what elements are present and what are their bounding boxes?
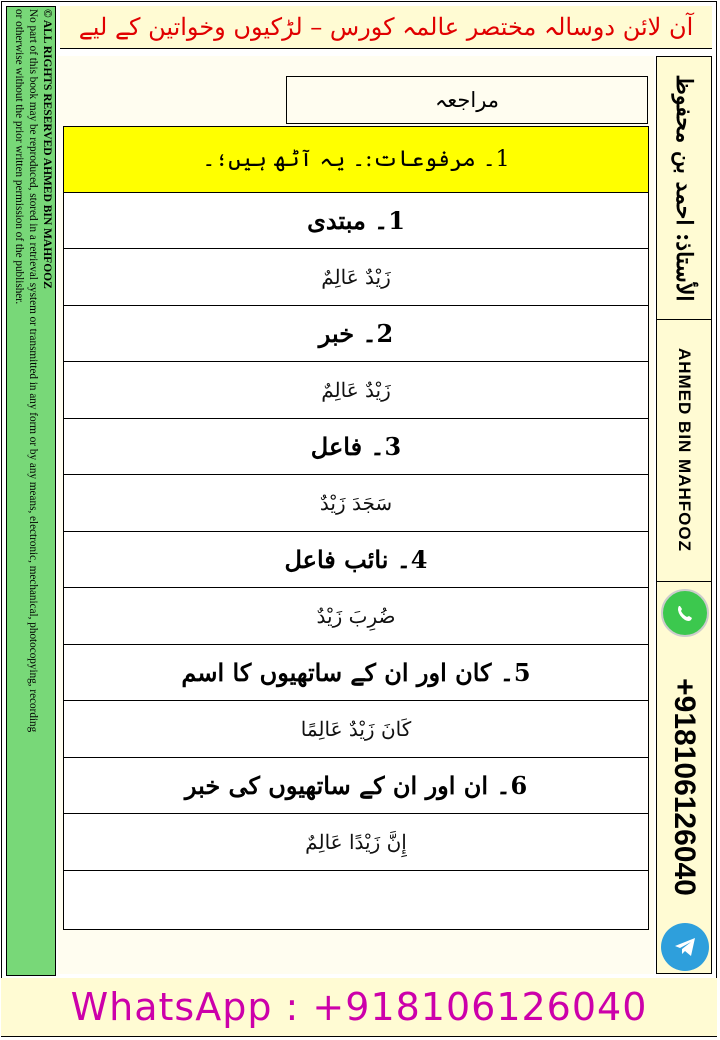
teacher-name: الأستاذ: احمد بن محفوظ bbox=[671, 74, 697, 302]
section-heading: مراجعہ bbox=[286, 76, 648, 124]
copyright-notice-1: No part of this book may be reproduced, stored in a retrieval system or transmitted in any form or by any means, electronic, mechanical, photocopying, recording bbox=[27, 9, 39, 733]
table-row-term: 4۔ نائب فاعل bbox=[64, 532, 648, 588]
footer-banner bbox=[1, 978, 717, 1036]
course-title: آن لائن دوسالہ مختصر عالمہ کورس – لڑکیوں وخواتین کے لیے bbox=[78, 13, 694, 41]
top-banner bbox=[60, 6, 712, 49]
telegram-icon[interactable] bbox=[661, 923, 709, 971]
whatsapp-icon[interactable] bbox=[661, 589, 709, 637]
contact-strip bbox=[656, 56, 712, 974]
table-row-example: زَيْدٌ عَالِمٌ bbox=[64, 249, 648, 306]
main-content bbox=[58, 56, 654, 974]
teacher-panel bbox=[657, 57, 711, 320]
phone-number[interactable]: +918106126040 bbox=[668, 678, 701, 896]
table-row-example: كَانَ زَيْدٌ عَالِمًا bbox=[64, 701, 648, 758]
footer-whatsapp[interactable]: WhatsApp : +918106126040 bbox=[70, 985, 648, 1029]
table-row-term: 3۔ فاعل bbox=[64, 419, 648, 475]
table-row-term: 6۔ ان اور ان کے ساتھیوں کی خبر bbox=[64, 758, 648, 814]
table-row-empty bbox=[64, 871, 648, 929]
phone-panel bbox=[657, 645, 711, 929]
author-name: AHMED BIN MAHFOOZ bbox=[675, 348, 694, 552]
copyright-notice-2: or otherwise without the prior written permission of the publisher. bbox=[13, 9, 25, 305]
table-header: 1۔ مرفوعات:۔ یہ آٹھ ہیں؛۔ bbox=[64, 127, 648, 193]
table-row-term: 2۔ خبر bbox=[64, 306, 648, 362]
table-row-example: سَجَدَ زَيْدٌ bbox=[64, 475, 648, 532]
table-row-term: 5۔ کان اور ان کے ساتھیوں کا اسم bbox=[64, 645, 648, 701]
table-row-term: 1۔ مبتدی bbox=[64, 193, 648, 249]
table-row-example: إِنَّ زَيْدًا عَالِمٌ bbox=[64, 814, 648, 871]
author-panel bbox=[657, 319, 711, 582]
table-row-example: ضُرِبَ زَيْدٌ bbox=[64, 588, 648, 645]
copyright-line: © ALL RIGHTS RESERVED AHMED BIN MAHFOOZ bbox=[41, 9, 53, 289]
table-row-example: زَيْدٌ عَالِمٌ bbox=[64, 362, 648, 419]
marfuat-table bbox=[63, 126, 649, 930]
copyright-strip bbox=[6, 6, 56, 976]
